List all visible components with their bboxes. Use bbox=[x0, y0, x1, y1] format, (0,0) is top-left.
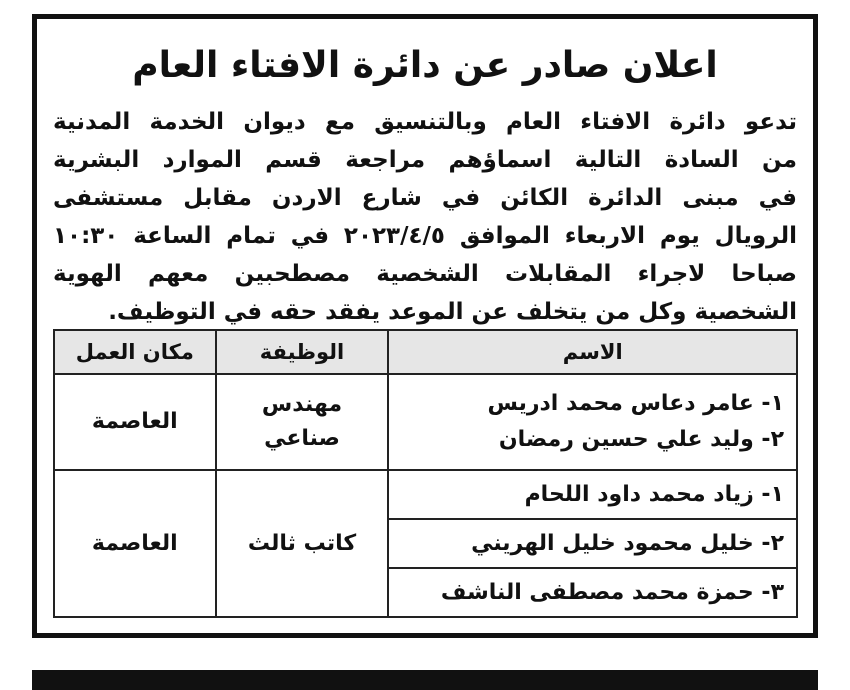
name-cell bbox=[388, 374, 797, 470]
job-title-line: مهندس bbox=[261, 392, 343, 417]
announcement-body bbox=[53, 103, 797, 331]
job-cell bbox=[216, 374, 389, 470]
candidate-name: ٢- خليل محمود خليل الهريني bbox=[471, 530, 784, 556]
candidate-name: ١- عامر دعاس محمد ادريس bbox=[487, 391, 784, 416]
next-notice-border bbox=[32, 670, 818, 690]
place-cell: العاصمة bbox=[54, 374, 216, 470]
body-line: في مبنى الدائرة الكائن في شارع الاردن مقابل مستشفى bbox=[53, 185, 797, 211]
candidate-name: ٣- حمزة محمد مصطفى الناشف bbox=[440, 579, 784, 605]
name-cell bbox=[388, 519, 797, 568]
header-name: الاسم bbox=[388, 330, 797, 374]
body-line: صباحا لاجراء المقابلات الشخصية مصطحبين معهم الهوية bbox=[53, 261, 797, 287]
name-cell bbox=[388, 568, 797, 617]
table-row bbox=[54, 374, 797, 470]
announcement-box bbox=[32, 14, 818, 638]
candidates-table bbox=[53, 329, 798, 618]
place-cell: العاصمة bbox=[54, 470, 216, 617]
header-place: مكان العمل bbox=[54, 330, 216, 374]
job-cell: كاتب ثالث bbox=[216, 470, 389, 617]
announcement-title: اعلان صادر عن دائرة الافتاء العام bbox=[132, 45, 718, 86]
body-line: تدعو دائرة الافتاء العام وبالتنسيق مع ديوان الخدمة المدنية bbox=[53, 109, 797, 135]
body-line: الشخصية وكل من يتخلف عن الموعد يفقد حقه في التوظيف. bbox=[108, 299, 797, 325]
body-line: الرويال يوم الاربعاء الموافق ٢٠٢٣/٤/٥ في تمام الساعة ١٠:٣٠ bbox=[53, 223, 797, 249]
table-row bbox=[54, 470, 797, 519]
header-job: الوظيفة bbox=[216, 330, 389, 374]
candidate-name: ٢- وليد علي حسين رمضان bbox=[498, 427, 784, 452]
name-cell bbox=[388, 470, 797, 519]
candidate-name: ١- زياد محمد داود اللحام bbox=[524, 481, 784, 507]
table-header-row bbox=[54, 330, 797, 374]
body-line: من السادة التالية اسماؤهم مراجعة قسم الموارد البشرية bbox=[53, 147, 797, 173]
job-title-line: صناعي bbox=[264, 426, 340, 451]
